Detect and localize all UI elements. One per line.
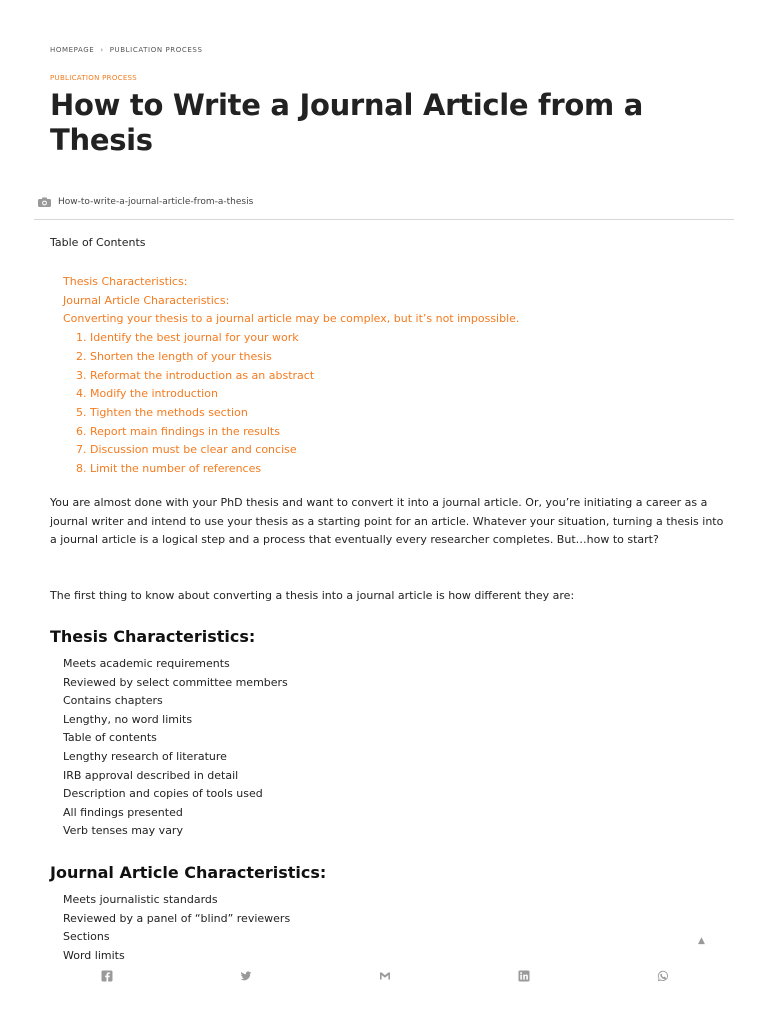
list-item: Word limits xyxy=(63,948,125,962)
list-item: Reviewed by select committee members xyxy=(63,675,288,689)
toc-sublink[interactable]: 4. Modify the introduction xyxy=(76,387,218,401)
toc-link[interactable]: Thesis Characteristics: xyxy=(63,275,188,288)
toc-link[interactable]: Journal Article Characteristics: xyxy=(63,293,230,307)
list-item: Sections xyxy=(63,930,110,944)
list-item: Lengthy, no word limits xyxy=(63,712,193,726)
toc-sublink[interactable]: 7. Discussion must be clear and concise xyxy=(76,443,297,457)
breadcrumb xyxy=(50,46,202,54)
toc-sublink[interactable]: 5. Tighten the methods section xyxy=(76,405,248,419)
table-of-contents xyxy=(63,273,519,479)
list-item: Meets journalistic standards xyxy=(63,893,218,906)
toc-sublink[interactable]: 2. Shorten the length of your thesis xyxy=(76,349,272,363)
section-heading-journal: Journal Article Characteristics: xyxy=(50,863,327,882)
back-to-top-button[interactable]: ▲ xyxy=(698,936,705,946)
breadcrumb-current-link[interactable]: PUBLICATION PROCESS xyxy=(109,46,203,54)
list-item: Verb tenses may vary xyxy=(63,824,183,838)
toc-sublink[interactable]: 1. Identify the best journal for your work xyxy=(76,331,299,345)
twitter-icon[interactable] xyxy=(240,970,252,982)
chevron-right-icon: › xyxy=(100,46,104,54)
list-item: Meets academic requirements xyxy=(63,657,230,670)
list-item: Description and copies of tools used xyxy=(63,787,263,801)
toc-title: Table of Contents xyxy=(50,236,146,249)
toc-sublink[interactable]: 6. Report main findings in the results xyxy=(76,424,280,438)
list-item: Lengthy research of literature xyxy=(63,749,227,763)
page-title: How to Write a Journal Article from a Thesis xyxy=(50,88,643,157)
thesis-characteristics-list xyxy=(63,655,288,841)
list-item: All findings presented xyxy=(63,805,183,819)
featured-image-caption xyxy=(38,197,253,207)
gmail-icon[interactable] xyxy=(379,970,391,982)
section-heading-thesis: Thesis Characteristics: xyxy=(50,627,256,646)
divider xyxy=(34,219,734,220)
lead-paragraph: The first thing to know about converting a thesis into a journal article is how different they are: xyxy=(50,589,575,602)
caption-text: How-to-write-a-journal-article-from-a-thesis xyxy=(58,197,254,207)
toc-sublink[interactable]: 3. Reformat the introduction as an abstract xyxy=(76,368,315,382)
toc-sublink[interactable]: 8. Limit the number of references xyxy=(76,462,262,476)
list-item: Contains chapters xyxy=(63,694,163,708)
linkedin-icon[interactable] xyxy=(518,970,530,982)
intro-paragraph: You are almost done with your PhD thesis and want to convert it into a journal article. Or, you’re initiating a career as a journal writer and intend to use your thesis as a starting point for an article. Whatever your situation, turning a thesis into a journal article is a logical step and a process that eventually every researcher completes. But…how to start? xyxy=(50,496,724,546)
list-item: Reviewed by a panel of “blind” reviewers xyxy=(63,911,291,925)
list-item: IRB approval described in detail xyxy=(63,768,239,782)
journal-characteristics-list xyxy=(63,891,290,965)
list-item: Table of contents xyxy=(63,731,157,745)
whatsapp-icon[interactable] xyxy=(657,970,669,982)
camera-icon xyxy=(38,197,51,207)
facebook-icon[interactable] xyxy=(101,970,113,982)
toc-link[interactable]: Converting your thesis to a journal article may be complex, but it’s not impossible. xyxy=(63,312,520,326)
breadcrumb-home-link[interactable]: HOMEPAGE xyxy=(50,46,95,54)
category-link[interactable]: PUBLICATION PROCESS xyxy=(50,74,138,82)
